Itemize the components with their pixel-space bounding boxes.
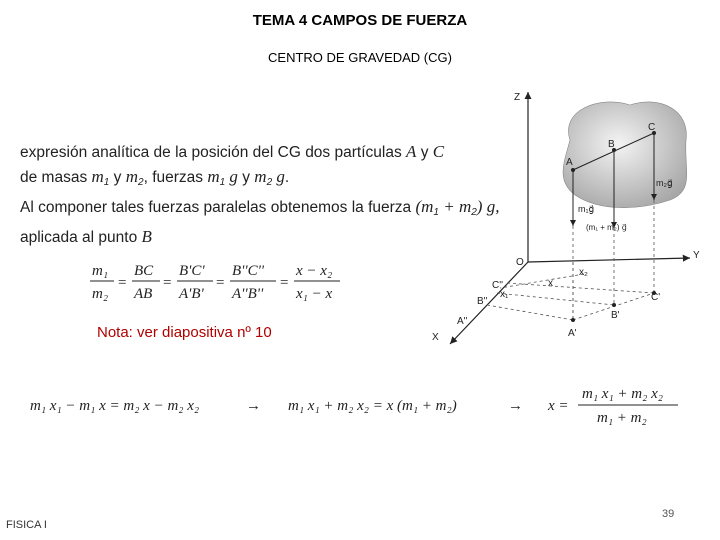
label-point-a-dprime: A'' — [457, 316, 468, 327]
label-x-axis: X — [432, 332, 439, 343]
page-number: 39 — [662, 508, 675, 520]
label-force-sum: (m₁ + m₂) g⃗ — [586, 223, 627, 232]
formula-segment: + m — [438, 197, 472, 216]
footer-course-name: FISICA I — [6, 519, 47, 531]
text-segment: y — [237, 169, 255, 186]
label-force-m1g: m₁g⃗ — [578, 204, 595, 214]
equation-part-2: m₁ x₁ + m₂ x₂ = x (m₁ + m₂) — [288, 398, 457, 414]
subscript: 2 — [266, 177, 273, 188]
label-point-c-prime: C' — [651, 292, 661, 303]
frac-t2-numerator: B'C' — [179, 263, 205, 279]
frac-t1-numerator: BC — [134, 263, 154, 279]
frac-t3-numerator: B''C'' — [232, 263, 264, 279]
equals-sign: = — [280, 275, 289, 291]
gravity-symbol: g — [272, 167, 285, 186]
equals-sign: = — [216, 275, 225, 291]
label-point-c: C — [648, 122, 656, 133]
mass-symbol: m — [254, 167, 267, 186]
equals-sign: = — [118, 275, 127, 291]
label-point-b-dprime: B'' — [477, 296, 488, 307]
text-segment: Al componer tales fuerzas paralelas obtenemos la fuerza — [20, 199, 416, 216]
implies-arrow: → — [246, 398, 261, 414]
subscript: 2 — [471, 207, 477, 218]
label-z: Z — [514, 92, 521, 103]
frac-lhs-numerator: m₁ — [92, 263, 109, 279]
mass-symbol: m — [91, 167, 104, 186]
subscript: 1 — [433, 207, 439, 218]
rigid-body-shape — [563, 102, 687, 208]
label-y: Y — [693, 250, 700, 261]
frac-t3-denominator: A''B'' — [232, 286, 264, 302]
frac-t1-denominator: AB — [134, 286, 153, 302]
frac-t2-denominator: A'B' — [179, 286, 204, 302]
point-label: B — [141, 227, 152, 246]
mass-symbol: m — [125, 167, 139, 186]
text-segment: y — [109, 169, 126, 186]
subscript: 1 — [219, 177, 226, 188]
frac-lhs-denominator: m₂ — [92, 286, 109, 302]
label-point-a: A — [566, 157, 573, 168]
label-force-m2g: m₂g⃗ — [656, 178, 673, 188]
slide-subtitle: CENTRO DE GRAVEDAD (CG) — [268, 50, 452, 65]
text-segment: de masas — [20, 169, 92, 186]
label-origin: O — [516, 257, 524, 268]
equals-sign: = — [163, 275, 172, 291]
bottom-equation — [30, 386, 678, 426]
text-segment: . — [284, 169, 290, 186]
text-segment: aplicada al punto — [20, 229, 142, 246]
label-point-c-dprime: C'' — [492, 280, 504, 291]
result-numerator: m₁ x₁ + m₂ x₂ — [582, 386, 663, 402]
ratio-equation — [90, 263, 340, 302]
x-axis — [450, 262, 528, 344]
x-equals: x = — [548, 398, 569, 414]
gravity-symbol: g — [225, 167, 238, 186]
note-text: Nota: ver diapositiva nº 10 — [97, 324, 272, 341]
text-segment: y — [416, 144, 433, 161]
implies-arrow: → — [508, 398, 523, 414]
subscript: 2 — [138, 177, 144, 188]
text-segment: , fuerzas — [143, 169, 208, 186]
formula-segment: (m — [415, 197, 434, 216]
subscript: 1 — [103, 177, 110, 188]
label-point-a-prime: A' — [568, 328, 577, 339]
result-denominator: m₁ + m₂ — [597, 410, 647, 426]
label-x: x — [548, 278, 553, 289]
label-x2: x₂ — [579, 267, 588, 278]
label-point-b-prime: B' — [611, 310, 620, 321]
label-point-b: B — [608, 139, 615, 150]
text-segment: expresión analítica de la posición del CG dos partículas — [20, 144, 406, 161]
frac-t4-denominator: x₁ − x — [296, 286, 333, 302]
point-label: A — [406, 142, 417, 161]
formula-segment: ) g, — [476, 197, 500, 216]
slide-title: TEMA 4 CAMPOS DE FUERZA — [252, 12, 468, 29]
frac-t4-numerator: x − x₂ — [296, 263, 333, 279]
y-axis — [528, 258, 690, 262]
equation-part-1: m₁ x₁ − m₁ x = m₂ x − m₂ x₂ — [30, 398, 200, 414]
center-of-gravity-diagram — [432, 92, 700, 344]
label-x1: x₁ — [500, 289, 509, 300]
point-label: C — [432, 142, 445, 161]
mass-symbol: m — [207, 167, 220, 186]
